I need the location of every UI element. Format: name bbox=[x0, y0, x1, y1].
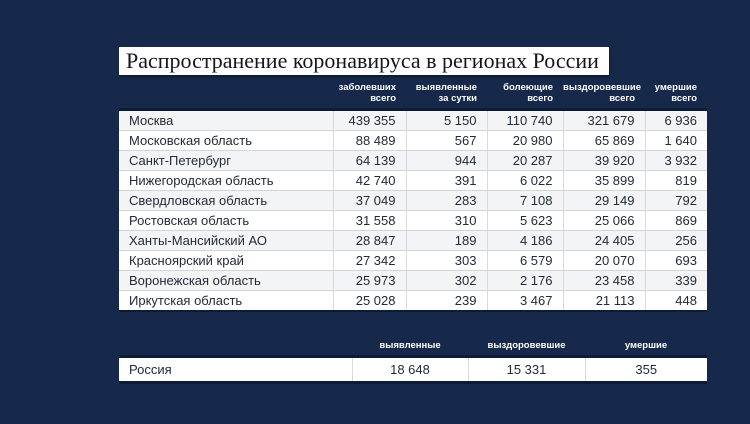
column-header: выявленные за сутки bbox=[415, 82, 477, 104]
table-row bbox=[119, 131, 707, 151]
region-cell: Московская область bbox=[119, 131, 333, 151]
value-cell: 20 980 bbox=[487, 131, 563, 151]
value-cell: 5 150 bbox=[406, 110, 487, 131]
value-cell: 303 bbox=[406, 251, 487, 271]
region-cell: Нижегородская область bbox=[119, 171, 333, 191]
column-header: выявленные bbox=[379, 340, 441, 351]
russia-summary-table bbox=[119, 340, 707, 384]
value-cell: 448 bbox=[645, 291, 707, 312]
column-header: выздоровевшие всего bbox=[563, 82, 641, 104]
value-cell: 25 066 bbox=[563, 211, 645, 231]
column-header: заболевших всего bbox=[338, 82, 396, 104]
value-cell: 391 bbox=[406, 171, 487, 191]
summary-table-header bbox=[119, 340, 707, 357]
region-cell: Иркутская область bbox=[119, 291, 333, 312]
value-cell: 869 bbox=[645, 211, 707, 231]
value-cell: 15 331 bbox=[468, 357, 585, 383]
region-column-header bbox=[119, 340, 352, 357]
value-cell: 88 489 bbox=[333, 131, 406, 151]
value-cell: 29 149 bbox=[563, 191, 645, 211]
value-cell: 64 139 bbox=[333, 151, 406, 171]
value-cell: 35 899 bbox=[563, 171, 645, 191]
table-row bbox=[119, 211, 707, 231]
column-header: умершие всего bbox=[654, 82, 697, 104]
header-row bbox=[119, 82, 707, 110]
value-cell: 18 648 bbox=[352, 357, 468, 383]
value-cell: 42 740 bbox=[333, 171, 406, 191]
table-row bbox=[119, 251, 707, 271]
value-cell: 439 355 bbox=[333, 110, 406, 131]
value-cell: 302 bbox=[406, 271, 487, 291]
table-row bbox=[119, 110, 707, 131]
region-cell: Ханты-Мансийский АО bbox=[119, 231, 333, 251]
table-row bbox=[119, 291, 707, 312]
regions-table-header bbox=[119, 82, 707, 110]
region-cell: Воронежская область bbox=[119, 271, 333, 291]
regions-table bbox=[119, 82, 707, 312]
column-header: умершие bbox=[624, 340, 668, 351]
table-row bbox=[119, 151, 707, 171]
value-cell: 239 bbox=[406, 291, 487, 312]
header-row bbox=[119, 340, 707, 357]
value-cell: 944 bbox=[406, 151, 487, 171]
region-column-header bbox=[119, 82, 333, 110]
table-row bbox=[119, 191, 707, 211]
table-row bbox=[119, 171, 707, 191]
region-cell: Свердловская область bbox=[119, 191, 333, 211]
region-cell: Россия bbox=[119, 357, 352, 383]
value-cell: 693 bbox=[645, 251, 707, 271]
value-cell: 3 932 bbox=[645, 151, 707, 171]
value-cell: 20 287 bbox=[487, 151, 563, 171]
table-row bbox=[119, 231, 707, 251]
value-cell: 28 847 bbox=[333, 231, 406, 251]
value-cell: 283 bbox=[406, 191, 487, 211]
value-cell: 355 bbox=[585, 357, 707, 383]
value-cell: 6 022 bbox=[487, 171, 563, 191]
value-cell: 20 070 bbox=[563, 251, 645, 271]
value-cell: 24 405 bbox=[563, 231, 645, 251]
summary-table-body bbox=[119, 357, 707, 383]
value-cell: 25 028 bbox=[333, 291, 406, 312]
value-cell: 3 467 bbox=[487, 291, 563, 312]
value-cell: 819 bbox=[645, 171, 707, 191]
value-cell: 110 740 bbox=[487, 110, 563, 131]
value-cell: 23 458 bbox=[563, 271, 645, 291]
value-cell: 39 920 bbox=[563, 151, 645, 171]
region-cell: Санкт-Петербург bbox=[119, 151, 333, 171]
value-cell: 1 640 bbox=[645, 131, 707, 151]
region-cell: Красноярский край bbox=[119, 251, 333, 271]
column-header: болеющие всего bbox=[503, 82, 553, 104]
value-cell: 37 049 bbox=[333, 191, 406, 211]
value-cell: 6 579 bbox=[487, 251, 563, 271]
table-row bbox=[119, 357, 707, 383]
value-cell: 567 bbox=[406, 131, 487, 151]
value-cell: 792 bbox=[645, 191, 707, 211]
table-row bbox=[119, 271, 707, 291]
value-cell: 7 108 bbox=[487, 191, 563, 211]
page-title: Распространение коронавируса в регионах России bbox=[119, 47, 609, 75]
value-cell: 321 679 bbox=[563, 110, 645, 131]
region-cell: Ростовская область bbox=[119, 211, 333, 231]
region-cell: Москва bbox=[119, 110, 333, 131]
value-cell: 21 113 bbox=[563, 291, 645, 312]
value-cell: 65 869 bbox=[563, 131, 645, 151]
value-cell: 4 186 bbox=[487, 231, 563, 251]
value-cell: 25 973 bbox=[333, 271, 406, 291]
column-header: выздоровевшие bbox=[487, 340, 566, 351]
value-cell: 2 176 bbox=[487, 271, 563, 291]
value-cell: 5 623 bbox=[487, 211, 563, 231]
regions-table-body bbox=[119, 110, 707, 312]
value-cell: 6 936 bbox=[645, 110, 707, 131]
value-cell: 310 bbox=[406, 211, 487, 231]
value-cell: 31 558 bbox=[333, 211, 406, 231]
value-cell: 27 342 bbox=[333, 251, 406, 271]
value-cell: 256 bbox=[645, 231, 707, 251]
value-cell: 189 bbox=[406, 231, 487, 251]
value-cell: 339 bbox=[645, 271, 707, 291]
